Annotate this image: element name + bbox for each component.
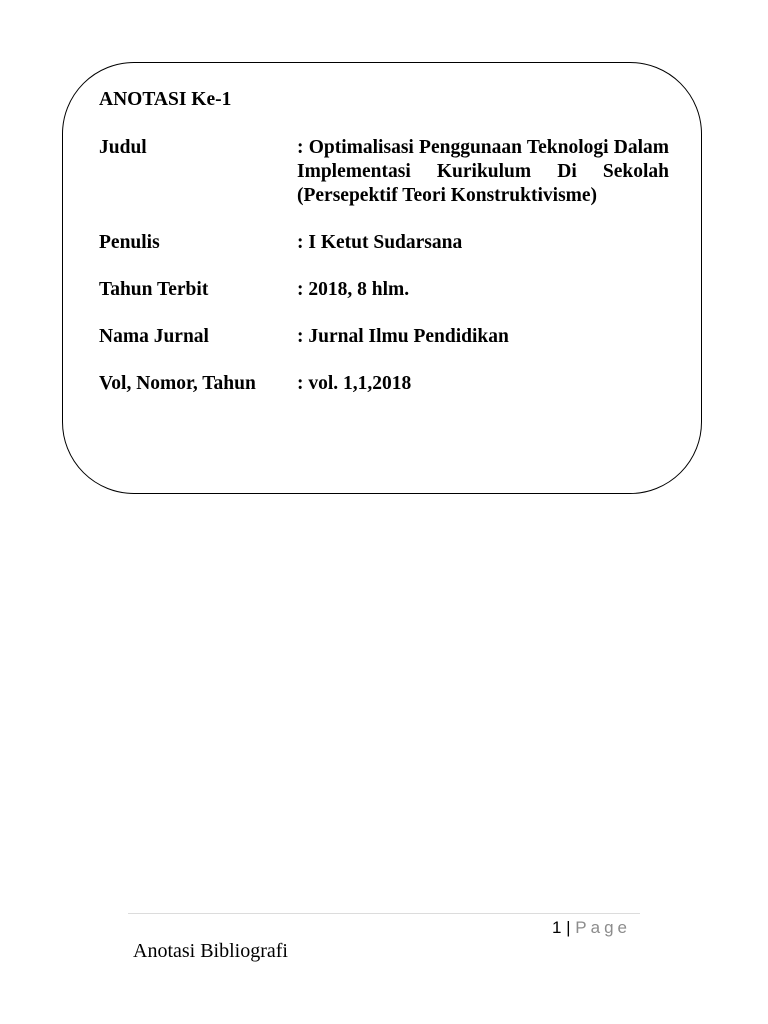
page-number-label	[552, 917, 631, 939]
field-row-nama-jurnal	[99, 325, 669, 349]
annotation-content	[99, 88, 669, 419]
annotation-heading: ANOTASI Ke-1	[99, 89, 232, 110]
field-value: : I Ketut Sudarsana	[297, 232, 463, 253]
page-number: 1	[551, 918, 562, 937]
field-label: Penulis	[99, 232, 160, 253]
field-value: : vol. 1,1,2018	[297, 373, 412, 394]
field-label: Vol, Nomor, Tahun	[99, 373, 256, 394]
field-label: Nama Jurnal	[99, 326, 209, 347]
page-separator: |	[566, 918, 571, 937]
field-value: : Optimalisasi Penggunaan Teknologi Dalam Implementasi Kurikulum Di Sekolah (Persepektif Teori Konstruktivisme)	[297, 137, 669, 206]
page-word: Page	[575, 918, 631, 937]
field-row-penulis	[99, 231, 669, 255]
field-row-judul	[99, 136, 669, 208]
footer-document-title: Anotasi Bibliografi	[133, 940, 288, 962]
field-row-tahun-terbit	[99, 278, 669, 302]
field-label: Tahun Terbit	[99, 279, 209, 300]
footer-divider	[128, 913, 640, 914]
field-value: : 2018, 8 hlm.	[297, 279, 410, 300]
field-value: : Jurnal Ilmu Pendidikan	[297, 326, 509, 347]
field-row-vol-nomor-tahun	[99, 372, 669, 396]
field-label: Judul	[99, 137, 147, 158]
